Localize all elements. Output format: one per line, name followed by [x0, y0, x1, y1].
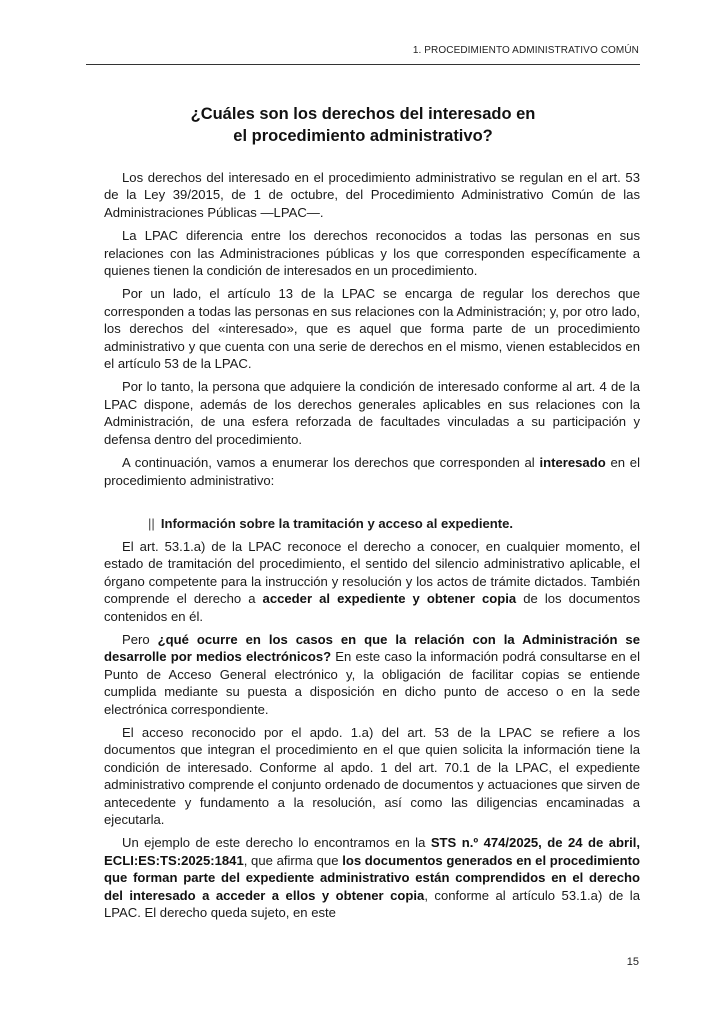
- page-title-line-1: ¿Cuáles son los derechos del interesado en: [190, 105, 536, 123]
- section-paragraph-1: [104, 538, 640, 625]
- text-span: Pero: [122, 631, 158, 647]
- bold-holding: los documentos generados en el procedimiento que forman parte del expediente administrativo están comprendidos en el derecho del interesado a acceder a ellos y obtener copia: [104, 852, 640, 903]
- text-span: , conforme al artículo 53.1.a) de la LPAC. El derecho queda sujeto, en este: [104, 887, 641, 921]
- bold-term: acceder al expediente y obtener copia: [262, 591, 517, 607]
- page-title: [86, 103, 640, 147]
- header-rule: [86, 64, 640, 65]
- text-span: en el procedimiento administrativo:: [104, 455, 640, 488]
- paragraph-2: La LPAC diferencia entre los derechos reconocidos a todas las personas en sus relaciones con las Administraciones públicas y los que corresponden específicamente a quienes tienen la condición de interesados en un procedimiento.: [104, 228, 640, 279]
- bold-question: ¿qué ocurre en los casos en que la relación con la Administración se desarrolle por medios electrónicos?: [104, 631, 640, 665]
- bold-term: interesado: [539, 455, 606, 471]
- paragraph-5: [104, 454, 640, 489]
- paragraph-1: Los derechos del interesado en el procedimiento administrativo se regulan en el art. 53 de la Ley 39/2015, de 1 de octubre, del Procedimiento Administrativo Común de las Administraciones Públicas —LPAC—.: [104, 170, 640, 220]
- text-span: de los documentos contenidos en él.: [104, 591, 640, 624]
- paragraph-3: Por un lado, el artículo 13 de la LPAC se encarga de regular los derechos que corresponden a todas las personas en sus relaciones con la Administración; y, por otro lado, los derechos del «interesado», que es aquel que forma parte de un procedimiento administrativo y que cuenta con una serie de derechos en el mismo, vienen establecidos en el artículo 53 de la LPAC.: [104, 286, 640, 372]
- text-span: , que afirma que: [243, 852, 343, 868]
- text-span: El art. 53.1.a) de la LPAC reconoce el derecho a conocer, en cualquier momento, el estado de tramitación del procedimiento, el sentido del silencio administrativo aplicable, el órgano competente para la instrucción y resolución y los actos de trámite dictados. También comprende el derecho a: [104, 538, 640, 607]
- section-heading: [104, 515, 640, 532]
- bold-citation: STS n.º 474/2025, de 24 de abril, ECLI:ES:TS:2025:1841: [104, 835, 640, 868]
- running-header: 1. PROCEDIMIENTO ADMINISTRATIVO COMÚN: [412, 45, 639, 56]
- section-heading-text: Información sobre la tramitación y acceso al expediente.: [160, 515, 514, 531]
- section-paragraph-2: [104, 631, 640, 718]
- section-marker: ||: [148, 515, 155, 531]
- text-span: A continuación, vamos a enumerar los derechos que corresponden al: [122, 455, 540, 471]
- text-span: Un ejemplo de este derecho lo encontramos en la: [122, 835, 431, 851]
- document-body: [104, 169, 640, 927]
- page-number: 15: [626, 956, 639, 968]
- section-paragraph-3: El acceso reconocido por el apdo. 1.a) del art. 53 de la LPAC se refiere a los documentos que integran el procedimiento en el que quien solicita la información tiene la condición de interesado. Conforme al apdo. 1 del art. 70.1 de la LPAC, el expediente administrativo comprende el conjunto ordenado de documentos y actuaciones que sirven de antecedente y fundamento a la resolución, así como las diligencias encaminadas a ejecutarla.: [104, 724, 640, 827]
- paragraph-4: Por lo tanto, la persona que adquiere la condición de interesado conforme al art. 4 de la LPAC dispone, además de los derechos generales aplicables en sus relaciones con la Administración, de una esfera reforzada de facultades vinculadas a su participación y defensa dentro del procedimiento.: [104, 379, 640, 447]
- section-paragraph-4: [104, 834, 640, 921]
- page-title-line-2: el procedimiento administrativo?: [233, 127, 493, 145]
- text-span: En este caso la información podrá consultarse en el Punto de Acceso General electrónico y, la obligación de facilitar copias se entiende cumplida mediante su puesta a disposición en dicho punto de acceso o en la sede electrónica correspondiente.: [104, 649, 640, 717]
